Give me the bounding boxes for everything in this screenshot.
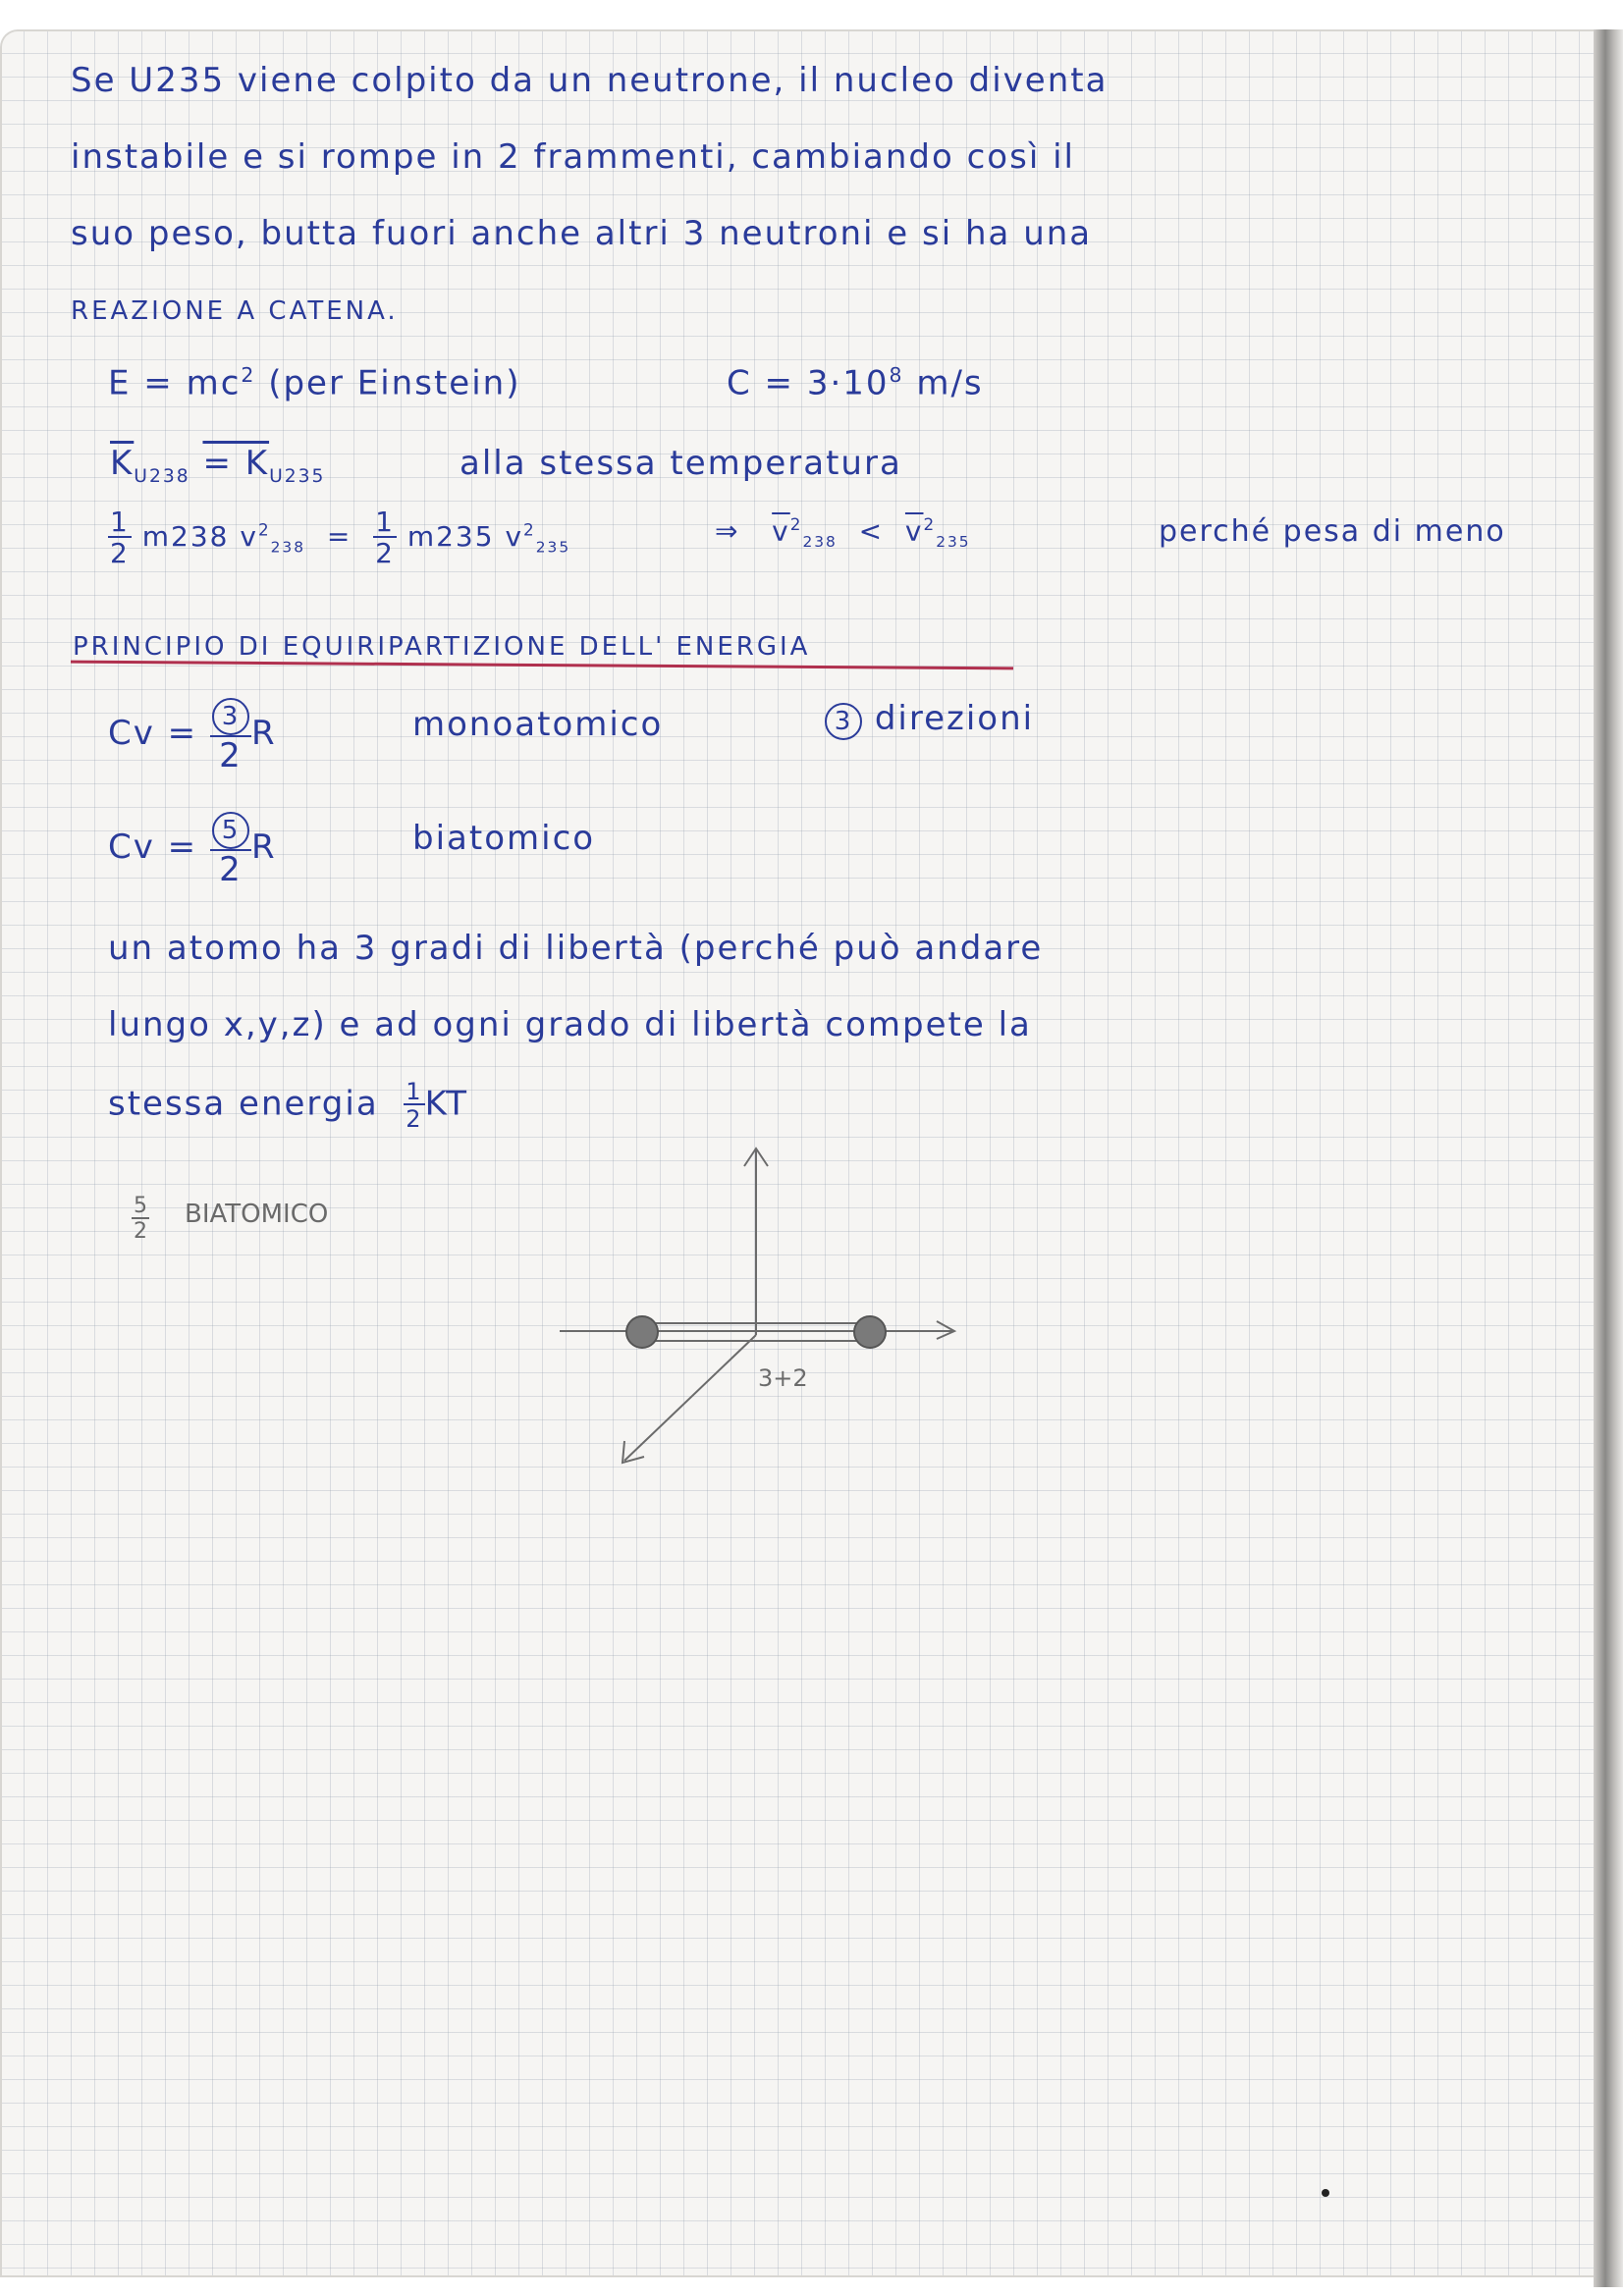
cv-mono-r: R bbox=[250, 714, 277, 753]
velocity-comparison bbox=[715, 514, 971, 551]
notebook-spine bbox=[1594, 29, 1623, 2287]
v235-bar: $\overline{v}$ bbox=[904, 514, 924, 548]
cv-bi-lhs: Cv = bbox=[108, 828, 198, 867]
cv-mono-directions bbox=[825, 699, 1034, 740]
z-axis bbox=[624, 1335, 756, 1461]
cv-mono-label: monoatomico bbox=[412, 705, 664, 744]
note-line-4: REAZIONE A CATENA. bbox=[71, 296, 399, 326]
cv-bi-r: R bbox=[250, 828, 277, 867]
v238-bar-sub: 238 bbox=[802, 532, 838, 551]
m235-term: m235 v bbox=[406, 520, 524, 553]
directions-text: direzioni bbox=[874, 699, 1035, 738]
kinetic-energy-equality bbox=[110, 444, 325, 487]
cv-bi-fraction: $\frac{5}{2}$ bbox=[210, 811, 251, 886]
less-than: < bbox=[858, 514, 885, 548]
cv-monoatomic bbox=[108, 697, 277, 773]
energy-eq-text: E = mc bbox=[108, 363, 242, 403]
atom-left bbox=[626, 1316, 658, 1348]
kt-text: KT bbox=[424, 1084, 469, 1124]
v238-sub: 238 bbox=[270, 538, 306, 557]
k-mid: = K bbox=[202, 444, 270, 483]
v238-bar: $\overline{v}$ bbox=[772, 514, 790, 548]
sketch-label: BIATOMICO bbox=[185, 1200, 329, 1229]
scan-margin bbox=[0, 0, 1623, 29]
light-speed-equation bbox=[727, 363, 984, 402]
half-fraction-right: $\frac{1}{2}$ bbox=[375, 506, 395, 569]
v235-bar-sup: 2 bbox=[923, 514, 937, 534]
cv-biatomic bbox=[108, 811, 277, 889]
note-line-1: Se U235 viene colpito da un neutrone, il nucleo diventa bbox=[71, 61, 1109, 100]
v238-bar-sup: 2 bbox=[789, 514, 803, 534]
note-line-2: instabile e si rompe in 2 frammenti, cambiando così il bbox=[71, 137, 1075, 177]
k-right-sub: U235 bbox=[269, 465, 326, 487]
section-heading: PRINCIPIO DI EQUIRIPARTIZIONE DELL' ENERGIA bbox=[73, 632, 811, 662]
m238-term: m238 v bbox=[141, 520, 258, 553]
note-line-5: un atomo ha 3 gradi di libertà (perché può andare bbox=[108, 929, 1044, 968]
note-line-3: suo peso, butta fuori anche altri 3 neutroni e si ha una bbox=[71, 214, 1093, 253]
implies-arrow: ⇒ bbox=[715, 514, 740, 548]
v235-bar-sub: 235 bbox=[936, 532, 971, 551]
velocity-note: perché pesa di meno bbox=[1159, 514, 1506, 549]
v238-sup: 2 bbox=[257, 519, 271, 540]
k-eq-note: alla stessa temperatura bbox=[460, 444, 902, 483]
c-eq-unit: m/s bbox=[916, 363, 984, 403]
energy-eq-note: (per Einstein) bbox=[268, 363, 521, 403]
directions-circled-num: 3 bbox=[825, 703, 862, 740]
cv-bi-label: biatomico bbox=[412, 819, 596, 858]
sketch-fraction: $\frac{5}{2}$ bbox=[134, 1194, 147, 1244]
sketch-sum: 3+2 bbox=[758, 1364, 808, 1392]
note-line-6: lungo x,y,z) e ad ogni grado di libertà compete la bbox=[108, 1005, 1032, 1044]
half-fraction-left: $\frac{1}{2}$ bbox=[110, 506, 130, 569]
v235-sup: 2 bbox=[523, 519, 536, 540]
cv-mono-circled-num: 3 bbox=[212, 698, 249, 735]
c-eq-text: C = 3·10 bbox=[727, 363, 890, 403]
kinetic-energy-formula bbox=[108, 508, 570, 567]
kt-fraction: $\frac{1}{2}$ bbox=[406, 1078, 423, 1133]
cv-mono-fraction: $\frac{3}{2}$ bbox=[210, 697, 251, 773]
k-left: $\overline{K}$ bbox=[110, 444, 135, 483]
v235-sub: 235 bbox=[535, 538, 571, 557]
energy-equation bbox=[108, 363, 520, 402]
cv-bi-circled-num: 5 bbox=[212, 812, 249, 849]
ke-equals: = bbox=[326, 520, 352, 553]
k-left-sub: U238 bbox=[134, 465, 190, 487]
energy-eq-exp: 2 bbox=[241, 363, 256, 387]
cv-mono-lhs: Cv = bbox=[108, 714, 198, 753]
atom-right bbox=[854, 1316, 886, 1348]
note-line-7-text: stessa energia bbox=[108, 1084, 379, 1124]
note-line-7 bbox=[108, 1080, 468, 1131]
diatomic-molecule-diagram bbox=[530, 1129, 982, 1482]
ink-dot bbox=[1322, 2189, 1329, 2197]
c-eq-exp: 8 bbox=[889, 363, 904, 387]
